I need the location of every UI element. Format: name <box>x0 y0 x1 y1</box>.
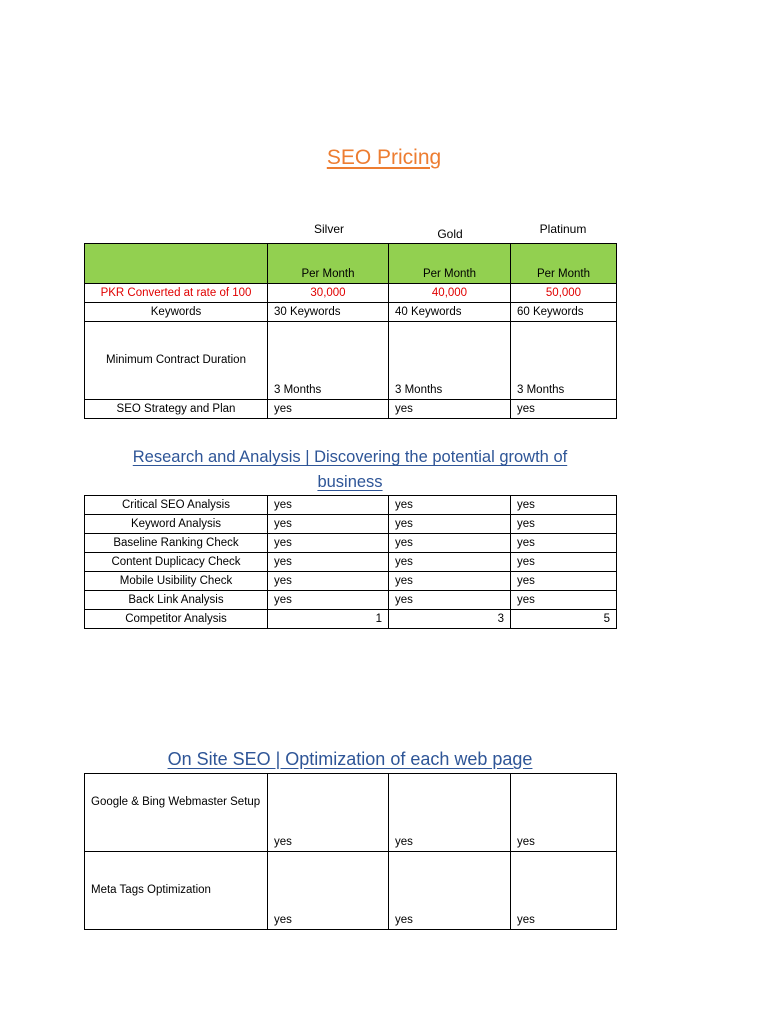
onsite-row-label: Meta Tags Optimization <box>85 852 268 930</box>
research-value: yes <box>511 591 617 610</box>
price-silver: 30,000 <box>268 284 389 303</box>
research-row-label: Back Link Analysis <box>85 591 268 610</box>
per-month-platinum: Per Month <box>511 244 617 284</box>
per-month-gold: Per Month <box>389 244 511 284</box>
onsite-table <box>84 773 617 930</box>
research-row-label: Baseline Ranking Check <box>85 534 268 553</box>
duration-silver: 3 Months <box>268 322 389 400</box>
research-value: yes <box>268 515 389 534</box>
table-row <box>85 610 617 629</box>
research-value: yes <box>511 496 617 515</box>
duration-platinum: 3 Months <box>511 322 617 400</box>
competitor-count-silver: 1 <box>268 610 389 629</box>
table-row <box>85 284 617 303</box>
table-row <box>85 244 617 284</box>
research-value: yes <box>511 553 617 572</box>
onsite-value: yes <box>268 774 389 852</box>
plan-header-silver: Silver <box>313 222 344 236</box>
onsite-heading: On Site SEO | Optimization of each web page <box>167 749 533 769</box>
research-heading <box>84 445 616 495</box>
table-row <box>85 572 617 591</box>
table-row <box>85 534 617 553</box>
per-month-silver: Per Month <box>268 244 389 284</box>
table-row <box>85 303 617 322</box>
table-row <box>85 400 617 419</box>
research-row-label: Mobile Usibility Check <box>85 572 268 591</box>
table-row <box>85 322 617 400</box>
research-heading-line1: Research and Analysis | Discovering the potential growth of <box>132 448 568 466</box>
research-value: yes <box>511 534 617 553</box>
research-value: yes <box>268 572 389 591</box>
strategy-gold: yes <box>389 400 511 419</box>
research-value: yes <box>389 553 511 572</box>
competitor-count-platinum: 5 <box>511 610 617 629</box>
pricing-table <box>84 243 617 419</box>
strategy-platinum: yes <box>511 400 617 419</box>
research-row-label: Competitor Analysis <box>85 610 268 629</box>
research-value: yes <box>268 591 389 610</box>
green-header-cell <box>85 244 268 284</box>
price-platinum: 50,000 <box>511 284 617 303</box>
research-heading-line2: business <box>317 473 383 491</box>
page-title: SEO Pricing <box>326 146 442 169</box>
strategy-silver: yes <box>268 400 389 419</box>
table-row <box>85 496 617 515</box>
research-value: yes <box>268 496 389 515</box>
table-row <box>85 591 617 610</box>
research-value: yes <box>389 496 511 515</box>
keywords-platinum: 60 Keywords <box>511 303 617 322</box>
onsite-value: yes <box>511 774 617 852</box>
research-row-label: Critical SEO Analysis <box>85 496 268 515</box>
research-value: yes <box>268 553 389 572</box>
table-row <box>85 553 617 572</box>
keywords-label: Keywords <box>85 303 268 322</box>
onsite-value: yes <box>511 852 617 930</box>
research-table <box>84 495 617 629</box>
pkr-label: PKR Converted at rate of 100 <box>85 284 268 303</box>
research-value: yes <box>511 572 617 591</box>
research-value: yes <box>389 591 511 610</box>
plan-header-platinum: Platinum <box>539 222 587 236</box>
table-row <box>85 852 617 930</box>
table-row <box>85 774 617 852</box>
research-value: yes <box>389 572 511 591</box>
duration-label: Minimum Contract Duration <box>85 322 268 400</box>
plan-header-gold: Gold <box>437 227 463 241</box>
keywords-silver: 30 Keywords <box>268 303 389 322</box>
research-row-label: Content Duplicacy Check <box>85 553 268 572</box>
table-row <box>85 515 617 534</box>
competitor-count-gold: 3 <box>389 610 511 629</box>
research-row-label: Keyword Analysis <box>85 515 268 534</box>
duration-gold: 3 Months <box>389 322 511 400</box>
research-value: yes <box>389 534 511 553</box>
onsite-value: yes <box>268 852 389 930</box>
keywords-gold: 40 Keywords <box>389 303 511 322</box>
price-gold: 40,000 <box>389 284 511 303</box>
onsite-value: yes <box>389 774 511 852</box>
research-value: yes <box>511 515 617 534</box>
strategy-label: SEO Strategy and Plan <box>85 400 268 419</box>
onsite-value: yes <box>389 852 511 930</box>
onsite-row-label: Google & Bing Webmaster Setup <box>85 774 268 852</box>
research-value: yes <box>268 534 389 553</box>
research-value: yes <box>389 515 511 534</box>
